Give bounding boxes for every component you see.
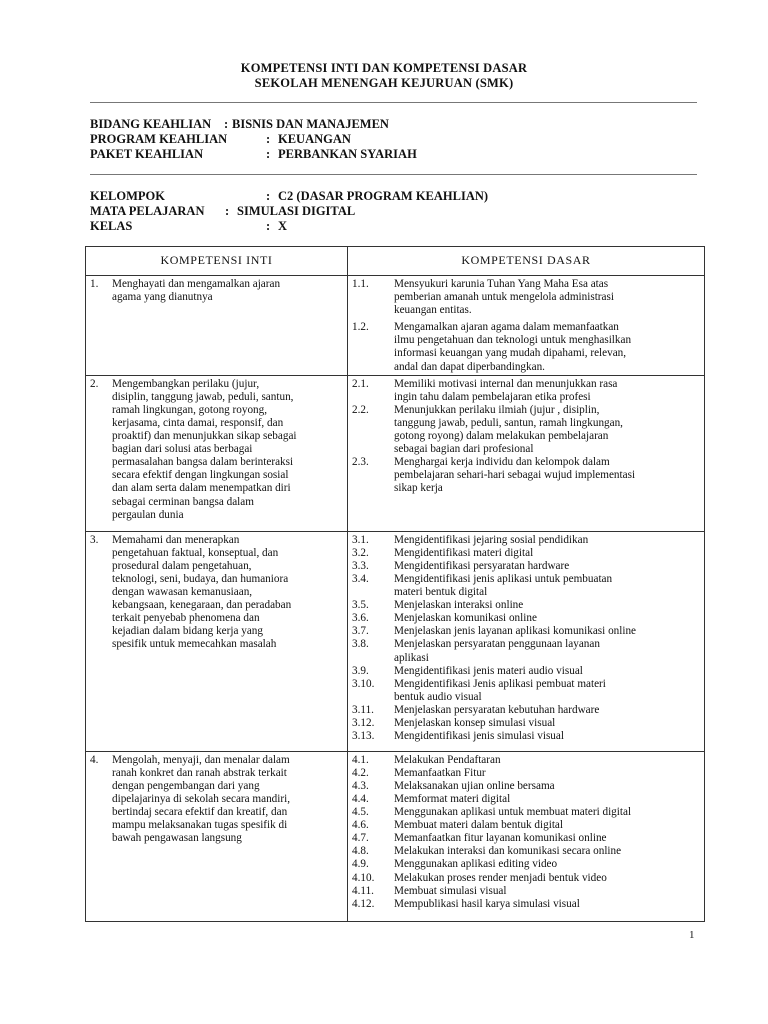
column-header-kompetensi-inti: KOMPETENSI INTI	[86, 247, 348, 276]
kd-text	[394, 780, 700, 793]
kd-text-line: Memformat materi digital	[394, 792, 511, 805]
kd-number: 4.12.	[352, 897, 375, 910]
document-title-line1: KOMPETENSI INTI DAN KOMPETENSI DASAR	[240, 61, 528, 75]
ki-text-line: agama yang dianutnya	[112, 291, 213, 304]
info-label: PROGRAM KEAHLIAN	[90, 132, 228, 146]
ki-text-line: sebagai cerminan bangsa dalam	[112, 495, 254, 508]
ki-text-line: dipelajarinya di sekolah secara mandiri,	[112, 792, 290, 805]
kd-item	[352, 638, 700, 664]
kd-item	[352, 872, 700, 885]
kd-text-line: Menjelaskan persyaratan kebutuhan hardware	[394, 703, 600, 716]
kompetensi-dasar-cell	[348, 531, 705, 751]
ki-text-line: mampu melaksanakan tugas spesifik di	[112, 819, 288, 832]
kd-text	[394, 456, 700, 495]
kd-item	[352, 547, 700, 560]
kompetensi-inti-cell	[86, 751, 348, 921]
ki-text-line: permasalahan bangsa dalam berinteraksi	[112, 456, 294, 469]
kd-text-line: Menjelaskan jenis layanan aplikasi komunikasi online	[394, 625, 637, 638]
ki-text	[112, 378, 343, 522]
kd-text-line: Menjelaskan interaksi online	[394, 599, 524, 612]
kd-number: 3.4.	[352, 572, 369, 585]
kd-text-line: sebagai bagian dari profesional	[394, 443, 534, 456]
kd-item	[352, 885, 700, 898]
kd-number: 2.2.	[352, 403, 369, 416]
kd-item	[352, 599, 700, 612]
ki-text-line: secara efektif dengan lingkungan sosial	[112, 469, 289, 482]
kd-text-line: Mengidentifikasi jejaring sosial pendidikan	[394, 533, 589, 546]
ki-text-line: Mengembangkan perilaku (jujur,	[112, 377, 260, 390]
kd-item	[352, 819, 700, 832]
kd-text-line: Menghargai kerja individu dan kelompok dalam	[394, 456, 610, 469]
kd-text-line: Mengidentifikasi Jenis aplikasi pembuat materi	[394, 677, 606, 690]
kd-text-line: andal dan dapat diperbandingkan.	[394, 360, 545, 373]
ki-number: 3.	[90, 533, 99, 546]
ki-text-line: disiplin, tanggung jawab, peduli, santun,	[112, 390, 294, 403]
kd-text-line: Menjelaskan persyaratan penggunaan layanan	[394, 638, 600, 651]
info-row-program	[90, 132, 417, 147]
ki-text-line: proaktif) dan menunjukkan sikap sebagai	[112, 430, 297, 443]
kd-text	[394, 378, 700, 404]
kd-text	[394, 898, 700, 911]
kompetensi-dasar-cell	[348, 751, 705, 921]
kd-text-line: Menjelaskan konsep simulasi visual	[394, 716, 556, 729]
info-separator: :	[225, 204, 230, 218]
kd-text-line: Melakukan proses render menjadi bentuk video	[394, 871, 607, 884]
kd-text-line: tanggung jawab, peduli, santun, ramah lingkungan,	[394, 416, 623, 429]
kd-number: 3.12.	[352, 716, 375, 729]
kd-text-line: materi bentuk digital	[394, 586, 488, 599]
kd-text	[394, 858, 700, 871]
kd-item	[352, 754, 700, 767]
ki-text-line: bertindaj secara efektif dan kreatif, dan	[112, 806, 288, 819]
divider	[90, 174, 697, 175]
kd-text	[394, 404, 700, 456]
kd-item	[352, 456, 700, 495]
subject-info	[90, 189, 488, 234]
kd-item	[352, 793, 700, 806]
kd-text	[394, 819, 700, 832]
kd-number: 3.13.	[352, 730, 375, 743]
divider	[90, 102, 697, 103]
kd-text-line: Membuat simulasi visual	[394, 884, 507, 897]
column-header-kompetensi-dasar: KOMPETENSI DASAR	[348, 247, 705, 276]
kd-text	[394, 638, 700, 664]
kd-text-line: ilmu pengetahuan dan teknologi untuk menghasilkan	[394, 334, 632, 347]
kd-text	[394, 845, 700, 858]
kd-item	[352, 845, 700, 858]
kd-text	[394, 767, 700, 780]
info-value: PERBANKAN SYARIAH	[278, 147, 417, 161]
ki-text-line: dengan pengembangan dari yang	[112, 779, 260, 792]
kd-text-line: Mengamalkan ajaran agama dalam memanfaatkan	[394, 321, 619, 334]
kd-text-line: Memiliki motivasi internal dan menunjukkan rasa	[394, 377, 618, 390]
kd-item	[352, 665, 700, 678]
document-title-line2: SEKOLAH MENENGAH KEJURUAN (SMK)	[254, 76, 514, 90]
info-row-kelas	[90, 219, 488, 234]
kd-number: 4.5.	[352, 806, 369, 819]
ki-text	[112, 278, 343, 304]
ki-text-line: kebangsaan, kenegaraan, dan peradaban	[112, 599, 292, 612]
info-value: SIMULASI DIGITAL	[237, 204, 356, 218]
kd-text-line: informasi keuangan yang mudah dipahami, relevan,	[394, 347, 627, 360]
kd-text-line: Mengidentifikasi jenis aplikasi untuk pembuatan	[394, 572, 613, 585]
kd-text	[394, 321, 700, 373]
info-separator: :	[266, 189, 271, 203]
table-header-row	[86, 247, 705, 276]
kd-text	[394, 665, 700, 678]
kd-item	[352, 534, 700, 547]
competency-table	[85, 246, 705, 922]
kd-text	[394, 754, 700, 767]
ki-text-line: dengan wawasan kemanusiaan,	[112, 586, 253, 599]
kd-text-line: Mensyukuri karunia Tuhan Yang Maha Esa atas	[394, 278, 609, 290]
kd-item	[352, 898, 700, 911]
kd-number: 4.7.	[352, 832, 369, 845]
ki-text-line: kerjasama, cinta damai, responsif, dan	[112, 416, 284, 429]
kd-number: 3.2.	[352, 546, 369, 559]
kd-item	[352, 730, 700, 743]
kd-item	[352, 717, 700, 730]
kd-number: 3.8.	[352, 638, 369, 651]
kd-text-line: Menggunakan aplikasi untuk membuat materi digital	[394, 806, 632, 819]
kd-item	[352, 378, 700, 404]
kd-text-line: Memanfaatkan Fitur	[394, 766, 486, 779]
ki-text-line: Mengolah, menyaji, dan menalar dalam	[112, 753, 290, 766]
kd-item	[352, 625, 700, 638]
info-separator: :	[266, 219, 271, 233]
ki-text-line: bawah pengawasan langsung	[112, 832, 242, 845]
kompetensi-inti-cell	[86, 375, 348, 531]
kompetensi-inti-cell	[86, 531, 348, 751]
ki-text-line: Memahami dan menerapkan	[112, 533, 240, 546]
kompetensi-dasar-cell	[348, 276, 705, 376]
kd-text-line: Membuat materi dalam bentuk digital	[394, 819, 564, 832]
info-row-mapel	[90, 204, 488, 219]
kd-text-line: Melakukan interaksi dan komunikasi secara online	[394, 845, 622, 858]
ki-text-line: ranah konkret dan ranah abstrak terkait	[112, 766, 287, 779]
kd-text-line: Menunjukkan perilaku ilmiah (jujur , disiplin,	[394, 403, 600, 416]
kd-number: 3.11.	[352, 703, 374, 716]
kd-text-line: bentuk audio visual	[394, 690, 482, 703]
page-number: 1	[689, 929, 695, 941]
ki-text-line: terkait penyebab phenomena dan	[112, 612, 260, 625]
kd-number: 3.10.	[352, 677, 375, 690]
kd-text	[394, 599, 700, 612]
info-value: BISNIS DAN MANAJEMEN	[232, 117, 389, 131]
kd-number: 4.3.	[352, 779, 369, 792]
kd-text-line: Mengidentifikasi jenis materi audio visual	[394, 664, 583, 677]
ki-item	[90, 534, 343, 652]
kd-number: 4.8.	[352, 845, 369, 858]
kd-number: 3.7.	[352, 625, 369, 638]
kd-text-line: Mengidentifikasi persyaratan hardware	[394, 559, 570, 572]
kd-text-line: Mengidentifikasi jenis simulasi visual	[394, 730, 564, 743]
info-value: C2 (DASAR PROGRAM KEAHLIAN)	[278, 189, 489, 203]
kd-text	[394, 612, 700, 625]
ki-item	[90, 378, 343, 522]
kd-text-line: pembelajaran sehari-hari sebagai wujud implementasi	[394, 469, 636, 482]
kd-text-line: keuangan entitas.	[394, 304, 472, 317]
kd-number: 4.10.	[352, 871, 375, 884]
ki-number: 2.	[90, 377, 99, 390]
kd-number: 4.6.	[352, 819, 369, 832]
info-separator: :	[266, 132, 271, 146]
table-row	[86, 276, 705, 376]
kd-text	[394, 872, 700, 885]
kd-item	[352, 678, 700, 704]
info-row-kelompok	[90, 189, 488, 204]
kd-text	[394, 625, 700, 638]
kd-item	[352, 704, 700, 717]
info-row-paket	[90, 147, 417, 162]
kompetensi-inti-cell	[86, 276, 348, 376]
info-row-bidang	[90, 117, 417, 132]
kd-item	[352, 612, 700, 625]
kd-text-line: Melaksanakan ujian online bersama	[394, 779, 555, 792]
kd-number: 3.9.	[352, 664, 369, 677]
info-label: KELAS	[90, 219, 133, 233]
table-row	[86, 531, 705, 751]
kd-text-line: Menggunakan aplikasi editing video	[394, 858, 558, 871]
kd-item	[352, 767, 700, 780]
kd-item	[352, 560, 700, 573]
ki-text-line: kejadian dalam bidang kerja yang	[112, 625, 263, 638]
kd-text	[394, 560, 700, 573]
table-row	[86, 751, 705, 921]
kd-text-line: pemberian amanah untuk mengelola administrasi	[394, 291, 614, 304]
kd-text	[394, 730, 700, 743]
kd-text	[394, 573, 700, 599]
table-row	[86, 375, 705, 531]
ki-text-line: teknologi, seni, budaya, dan humaniora	[112, 572, 289, 585]
kd-text	[394, 547, 700, 560]
kd-text-line: gotong royong) dalam melakukan pembelajaran	[394, 430, 609, 443]
kd-text	[394, 793, 700, 806]
info-separator: :	[224, 117, 229, 131]
kd-text-line: Memanfaatkan fitur layanan komunikasi online	[394, 832, 607, 845]
kd-number: 4.9.	[352, 858, 369, 871]
kd-text-line: Mengidentifikasi materi digital	[394, 546, 534, 559]
ki-text-line: dan alam serta dalam menempatkan diri	[112, 482, 291, 495]
ki-text-line: pengetahuan faktual, konseptual, dan	[112, 546, 279, 559]
kd-item	[352, 573, 700, 599]
kd-text	[394, 534, 700, 547]
kd-text-line: Melakukan Pendaftaran	[394, 753, 501, 766]
kd-text	[394, 832, 700, 845]
table-body	[86, 276, 705, 922]
kd-item	[352, 832, 700, 845]
kd-number: 4.1.	[352, 753, 369, 766]
kd-item	[352, 806, 700, 819]
kd-number: 1.1.	[352, 278, 369, 290]
kd-text-line: Menjelaskan komunikasi online	[394, 612, 537, 625]
kd-number: 3.3.	[352, 559, 369, 572]
kd-number: 3.6.	[352, 612, 369, 625]
kd-item	[352, 858, 700, 871]
info-label: BIDANG KEAHLIAN	[90, 117, 212, 131]
kd-item	[352, 780, 700, 793]
info-label: KELOMPOK	[90, 189, 165, 203]
ki-item	[90, 754, 343, 846]
info-label: MATA PELAJARAN	[90, 204, 205, 218]
info-value: KEUANGAN	[278, 132, 351, 146]
kompetensi-dasar-cell	[348, 375, 705, 531]
ki-text-line: prosedural dalam pengetahuan,	[112, 559, 252, 572]
kd-number: 4.2.	[352, 766, 369, 779]
ki-text	[112, 754, 343, 846]
ki-text	[112, 534, 343, 652]
kd-number: 2.1.	[352, 377, 369, 390]
kd-number: 3.1.	[352, 533, 369, 546]
kd-number: 4.4.	[352, 792, 369, 805]
kd-text-line: sikap kerja	[394, 482, 443, 495]
info-label: PAKET KEAHLIAN	[90, 147, 204, 161]
ki-text-line: spesifik untuk memecahkan masalah	[112, 638, 277, 651]
kd-number: 1.2.	[352, 321, 369, 334]
kd-text	[394, 806, 700, 819]
kd-text	[394, 278, 700, 317]
kd-text-line: ingin tahu dalam pembelajaran etika profesi	[394, 390, 591, 403]
kd-item	[352, 321, 700, 373]
ki-item	[90, 278, 343, 304]
kd-text	[394, 704, 700, 717]
info-separator: :	[266, 147, 271, 161]
kd-number: 3.5.	[352, 599, 369, 612]
kd-text	[394, 885, 700, 898]
kd-number: 2.3.	[352, 456, 369, 469]
kd-text-line: Mempublikasi hasil karya simulasi visual	[394, 897, 580, 910]
kd-number: 4.11.	[352, 884, 374, 897]
ki-number: 4.	[90, 753, 99, 766]
kd-item	[352, 278, 700, 317]
ki-text-line: pergaulan dunia	[112, 508, 184, 521]
ki-number: 1.	[90, 278, 99, 290]
ki-text-line: ramah lingkungan, gotong royong,	[112, 403, 268, 416]
kd-text	[394, 678, 700, 704]
program-info	[90, 117, 417, 162]
ki-text-line: bagian dari solusi atas berbagai	[112, 443, 253, 456]
ki-text-line: Menghayati dan mengamalkan ajaran	[112, 278, 281, 290]
info-value: X	[278, 219, 288, 233]
kd-item	[352, 404, 700, 456]
kd-text	[394, 717, 700, 730]
kd-text-line: aplikasi	[394, 651, 429, 664]
